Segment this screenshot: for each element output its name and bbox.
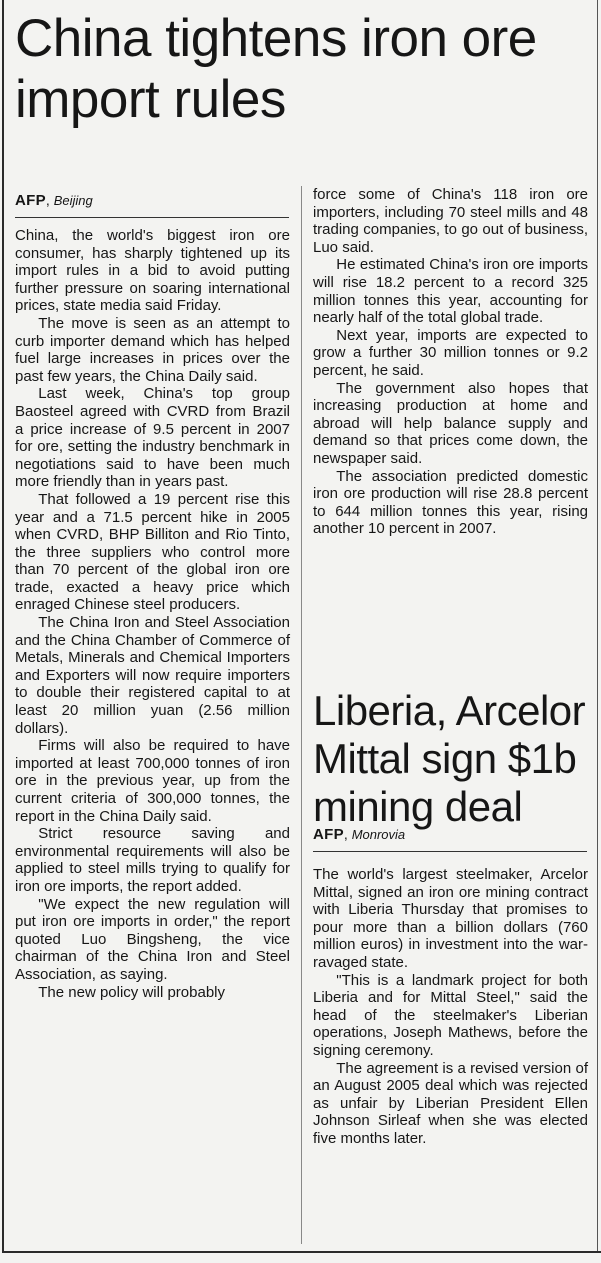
article1-headline: China tightens iron ore import rules <box>15 9 537 129</box>
paragraph: "We expect the new regulation will put iron ore imports in order," the report quoted Luo Bingsheng, the vice chairman of the China Iron and Steel Association, as saying. <box>15 895 290 983</box>
article1-column-2 <box>313 186 588 538</box>
paragraph: The move is seen as an attempt to curb importer demand which has helped fuel large increases in prices over the past few years, the China Daily said. <box>15 314 290 385</box>
paragraph: "This is a landmark project for both Liberia and for Mittal Steel," said the head of the steelmaker's Liberian operations, Joseph Mathews, before the signing ceremony. <box>313 971 588 1059</box>
article1-place: Beijing <box>53 193 93 208</box>
bottom-border-rule <box>2 1251 601 1253</box>
article1-byline: AFP, Beijing <box>15 192 93 209</box>
paragraph: He estimated China's iron ore imports will rise 18.2 percent to a record 325 million tonnes this year, accounting for nearly half of the total global trade. <box>313 256 588 327</box>
paragraph: China, the world's biggest iron ore consumer, has sharply tightened up its import rules in a bid to avoid putting further pressure on soaring international prices, state media said Friday. <box>15 227 290 315</box>
article1-column-1 <box>15 227 290 1001</box>
article2-body <box>313 866 588 1148</box>
article2-byline: AFP, Monrovia <box>313 826 406 843</box>
paragraph: Next year, imports are expected to grow a further 30 million tonnes or 9.2 percent, he said. <box>313 326 588 379</box>
paragraph: force some of China's 118 iron ore importers, including 70 steel mills and 48 trading companies, to go out of business, Luo said. <box>313 186 588 256</box>
article1-agency: AFP <box>15 192 46 209</box>
article2-headline: Liberia, Arcelor Mittal sign $1b mining deal <box>313 687 586 830</box>
article2-byline-rule <box>313 851 587 852</box>
article1-byline-rule <box>15 217 289 218</box>
paragraph: Strict resource saving and environmental requirements will also be applied to steel mills trying to qualify for iron ore imports, the report added. <box>15 825 290 895</box>
paragraph: Last week, China's top group Baosteel agreed with CVRD from Brazil a price increase of 9.5 percent in 2007 for ore, setting the industry benchmark in negotiations said to have been much more friendly than in years past. <box>15 385 290 491</box>
paragraph: The government also hopes that increasing production at home and abroad will help balance supply and demand so that prices come down, the newspaper said. <box>313 379 588 467</box>
paragraph: The China Iron and Steel Association and the China Chamber of Commerce of Metals, Minerals and Chemical Importers and Exporters will now require importers to double their registered capital to at least 20 million yuan (2.56 million dollars). <box>15 614 290 737</box>
article2-place: Monrovia <box>351 827 406 842</box>
paragraph: The agreement is a revised version of an August 2005 deal which was rejected as unfair by Liberian President Ellen Johnson Sirleaf when she was elected five months later. <box>313 1059 588 1147</box>
column-divider <box>301 186 302 1244</box>
paragraph: That followed a 19 percent rise this year and a 71.5 percent hike in 2005 when CVRD, BHP Billiton and Rio Tinto, the three suppliers who control more than 70 percent of the global iron ore trade, exacted a heavy price which enraged Chinese steel producers. <box>15 490 290 614</box>
left-border-rule <box>2 0 4 1253</box>
paragraph: The association predicted domestic iron ore production will rise 28.8 percent to 644 million tonnes this year, rising another 10 percent in 2007. <box>313 467 588 538</box>
article2-agency: AFP <box>313 826 344 843</box>
paragraph: Firms will also be required to have imported at least 700,000 tonnes of iron ore in the previous year, up from the current criteria of 300,000 tonnes, the report in the China Daily said. <box>15 737 290 825</box>
paragraph: The new policy will probably <box>38 983 226 1001</box>
paragraph: The world's largest steelmaker, Arcelor Mittal, signed an iron ore mining contract with Liberia Thursday that promises to pour more than a billion dollars (760 million euros) in investment into the war-ravaged state. <box>313 866 588 971</box>
right-border-rule <box>597 0 598 1253</box>
